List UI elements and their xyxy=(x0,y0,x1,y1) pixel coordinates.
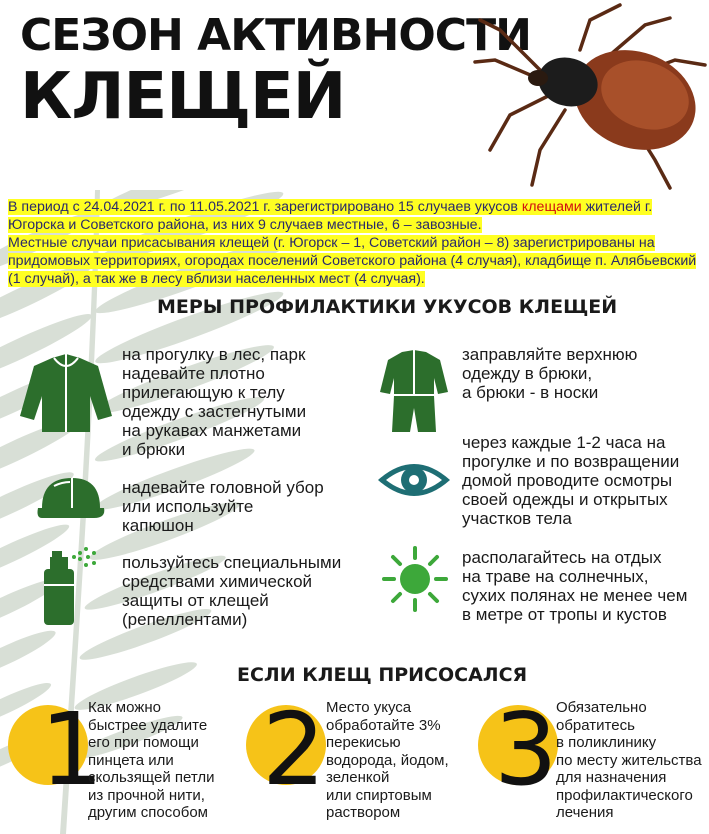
prevention-item-4: заправляйте верхнюю одежду в брюки, а брюки - в носки xyxy=(462,345,638,402)
eye-icon xyxy=(376,456,452,502)
step-1-number: 1 xyxy=(40,691,104,808)
if-bitten-heading: ЕСЛИ КЛЕЩ ПРИСОСАЛСЯ xyxy=(237,664,528,686)
page-title xyxy=(20,10,531,132)
title-line-2: КЛЕЩЕЙ xyxy=(20,60,346,134)
tick-illustration xyxy=(470,0,709,190)
intro-p1-after: жителей г. Югорска и Советского района, из них 9 случаев местные, 6 – завозные. xyxy=(8,199,653,233)
prevention-item-5: через каждые 1-2 часа на прогулке и по возвращении домой проводите осмотры своей одежды и открытых участков тела xyxy=(462,433,680,528)
title-line-1: СЕЗОН АКТИВНОСТИ xyxy=(20,10,531,61)
step-3-number: 3 xyxy=(494,691,558,808)
intro-p1-before: В период с 24.04.2021 г. по 11.05.2021 г. зарегистрировано 15 случаев укусов xyxy=(8,199,522,215)
suit-icon xyxy=(378,348,450,434)
spray-icon xyxy=(40,545,100,627)
cap-icon xyxy=(34,474,106,524)
step-1-text: Как можно быстрее удалите его при помощи пинцета или скользящей петли из прочной нити, другим способом xyxy=(88,699,215,821)
jacket-icon xyxy=(18,352,114,434)
prevention-item-6: располагайтесь на отдых на траве на солнечных, сухих полянах не менее чем в метре от тропы и кустов xyxy=(462,548,688,624)
prevention-heading: МЕРЫ ПРОФИЛАКТИКИ УКУСОВ КЛЕЩЕЙ xyxy=(157,296,618,318)
step-3-text: Обязательно обратитесь в поликлинику по месту жительства для назначения профилактического лечения xyxy=(556,699,702,821)
intro-p2: Местные случаи присасывания клещей (г. Югорск – 1, Советский район – 8) зарегистрированы на придомовых территориях, огородах поселений Советского района (4 случая), кладбище п. Алябьевский (1 случай), а так же в лесу вблизи населенных мест (4 случая). xyxy=(8,235,697,287)
prevention-item-2: надевайте головной убор или используйте капюшон xyxy=(122,478,324,535)
intro-p1-red: клещами xyxy=(521,199,582,215)
sun-icon xyxy=(382,546,448,612)
step-2-number: 2 xyxy=(262,691,326,808)
prevention-item-1: на прогулку в лес, парк надевайте плотно прилегающую к телу одежду с застегнутыми на рукавах манжетами и брюки xyxy=(122,345,307,459)
prevention-item-3: пользуйтесь специальными средствами химической защиты от клещей (репеллентами) xyxy=(122,553,342,629)
step-2-text: Место укуса обработайте 3% перекисью водорода, йодом, зеленкой или спиртовым раствором xyxy=(326,699,449,821)
intro-text xyxy=(8,198,704,288)
